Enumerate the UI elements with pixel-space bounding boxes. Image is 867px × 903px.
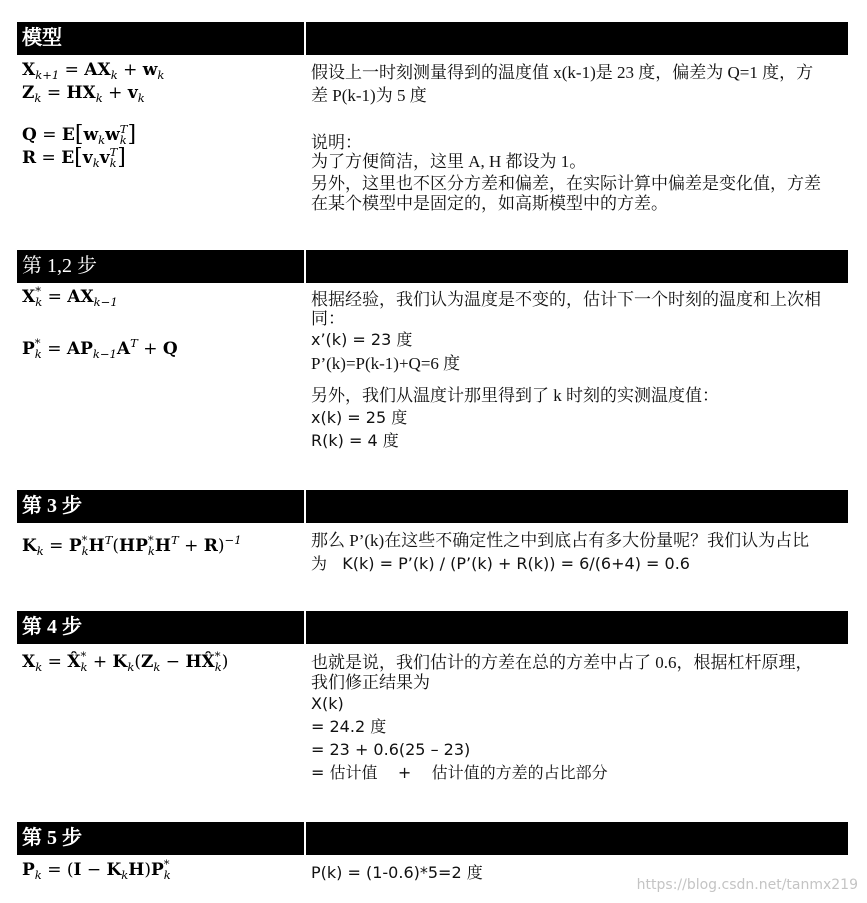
formula-bracket: [ (74, 121, 84, 148)
description-line: P’(k)=P(k-1)+Q=6 度 (311, 354, 461, 373)
formula-subscript: k (92, 156, 100, 171)
description-line: 我们修正结果为 (311, 673, 430, 692)
formula-superscript: T (109, 145, 118, 160)
formula-subscript: k (214, 660, 222, 675)
formula-subscript: k (34, 91, 42, 106)
formula-symbol: Z (140, 652, 154, 672)
formula-operator: = ( (41, 860, 74, 880)
formula-operator: + (102, 83, 128, 103)
formula-operator: + (117, 60, 143, 80)
formula-symbol: A (67, 287, 81, 307)
description-line: x(k) = 25 度 (311, 408, 408, 427)
description-line: 为了方便简洁，这里 A, H 都设为 1。 (311, 152, 587, 171)
formula-subscript: k (127, 660, 135, 675)
section-title-step-5: 第 5 步 (17, 822, 304, 855)
formula-superscript: * (34, 336, 41, 351)
formula-symbol: H (66, 83, 83, 103)
formula-operator: = (41, 83, 67, 103)
formula-symbol: K (106, 860, 122, 880)
formula-state-update (22, 650, 228, 679)
section-header-bar (306, 611, 848, 644)
formula-subscript: k (35, 295, 43, 310)
description-line: 另外，这里也不区分方差和偏差，在实际计算中偏差是变化值，方差 (311, 174, 821, 193)
description-line: 那么 P’(k)在这些不确定性之中到底占有多大份量呢？我们认为占比 (311, 531, 810, 550)
formula-symbol: H (185, 652, 202, 672)
formula-symbol: K (22, 535, 37, 556)
description-line: X(k) (311, 694, 344, 713)
formula-symbol: v (127, 83, 138, 103)
formula-scripts (35, 338, 42, 360)
formula-operator: = (41, 338, 67, 359)
formula-symbol: H (154, 535, 171, 556)
formula-subscript: k (147, 544, 155, 559)
formula-symbol: X (97, 60, 111, 80)
formula-subscript: k (34, 347, 42, 362)
formula-operator: = (59, 60, 85, 80)
formula-bracket: ] (127, 121, 137, 148)
formula-operator: + (178, 535, 204, 556)
formula-subscript: k (36, 543, 44, 558)
section-header-bar (306, 250, 848, 283)
formula-subscript: k+1 (35, 68, 60, 83)
formula-symbol: P (68, 535, 82, 556)
formula-subscript: k (119, 133, 127, 148)
formula-symbol: X (22, 652, 36, 672)
formula-subscript: k (153, 660, 161, 675)
formula-superscript: * (163, 857, 170, 872)
description-line: = 24.2 度 (311, 717, 387, 736)
formula-symbol: Q (162, 338, 178, 359)
formula-bracket: ] (117, 144, 126, 171)
formula-subscript: k (35, 660, 43, 675)
formula-symbol: Z (22, 83, 35, 103)
description-line: x’(k) = 23 度 (311, 330, 413, 349)
formula-symbol: R (203, 535, 218, 556)
formula-subscript: k (110, 68, 118, 83)
formula-superscript: T (119, 122, 128, 137)
formula-symbol: X (82, 83, 96, 103)
formula-superscript: T (170, 533, 179, 547)
formula-scripts (148, 535, 155, 557)
formula-operator: = (42, 652, 68, 672)
description-line: 另外，我们从温度计那里得到了 k 时刻的实测温度值： (311, 386, 719, 405)
section-header-bar (306, 490, 848, 523)
formula-operator: − (160, 652, 186, 672)
formula-operator: = (42, 287, 68, 307)
formula-subscript: k (81, 544, 89, 559)
description-line: 为 K(k) = P’(k) / (P’(k) + R(k)) = 6/(6+4) = 0.6 (311, 554, 690, 573)
formula-subscript: k−1 (92, 346, 117, 361)
formula-subscript: k (137, 91, 145, 106)
formula-subscript: k (121, 868, 129, 883)
description-line: 在某个模型中是固定的，如高斯模型中的方差。 (311, 194, 668, 213)
section-title-step-4: 第 4 步 (17, 611, 304, 644)
section-header-bar (306, 822, 848, 855)
formula-symbol: H (119, 535, 136, 556)
formula-subscript: k (34, 868, 42, 883)
formula-operator: ( (112, 535, 120, 556)
description-line: 也就是说，我们估计的方差在总的方差中占了 0.6，根据杠杆原理， (311, 653, 813, 672)
description-line: P(k) = (1-0.6)*5=2 度 (311, 863, 483, 882)
formula-symbol: R (22, 148, 37, 168)
formula-symbol: I (73, 860, 82, 880)
description-line: 差 P(k-1)为 5 度 (311, 86, 427, 105)
formula-operator: ) (217, 535, 225, 556)
formula-symbol: Q (22, 125, 37, 145)
formula-measurement-equation (22, 81, 145, 110)
formula-superscript: * (147, 533, 154, 548)
formula-symbol: H (88, 535, 105, 556)
formula-symbol: E (61, 148, 75, 168)
formula-symbol: X (80, 287, 94, 307)
formula-state-prediction (22, 285, 118, 314)
formula-scripts (82, 535, 89, 557)
formula-superscript: T (130, 336, 138, 350)
watermark: https://blog.csdn.net/tanmx219 (636, 877, 858, 893)
formula-symbol: X̂ (67, 652, 81, 672)
formula-symbol: A (84, 60, 98, 80)
formula-superscript: * (35, 284, 41, 299)
formula-operator: ) (144, 860, 151, 880)
formula-operator: + (87, 652, 113, 672)
formula-symbol: X (22, 60, 36, 80)
description-line: = 估计值 + 估计值的方差的占比部分 (311, 763, 608, 782)
formula-superscript: −1 (224, 533, 242, 547)
formula-superscript: * (81, 533, 88, 548)
formula-scripts (215, 651, 222, 673)
formula-operator: = (36, 125, 62, 145)
formula-kalman-gain (22, 528, 242, 563)
formula-measurement-noise-covariance (22, 146, 126, 175)
description-line: 同： (311, 309, 345, 328)
description-line: 假设上一时刻测量得到的温度值 x(k-1)是 23 度，偏差为 Q=1 度，方 (311, 63, 814, 82)
formula-subscript: k (80, 660, 88, 675)
description-line: 说明： (311, 133, 362, 152)
section-header-bar (306, 22, 848, 55)
formula-bracket: [ (74, 144, 83, 171)
formula-symbol: X (22, 287, 36, 307)
formula-operator: = (36, 148, 62, 168)
section-title-model: 模型 (17, 22, 304, 55)
formula-operator: ) (221, 652, 229, 672)
formula-superscript: * (80, 649, 87, 664)
formula-subscript: k (98, 133, 106, 148)
formula-subscript: k (109, 156, 117, 171)
formula-symbol: w (83, 125, 99, 145)
formula-symbol: P (22, 338, 35, 359)
formula-subscript: k (95, 91, 103, 106)
formula-covariance-update (22, 858, 171, 887)
formula-symbol: P (22, 860, 35, 880)
description-line: R(k) = 4 度 (311, 431, 399, 450)
description-line: 根据经验，我们认为温度是不变的，估计下一个时刻的温度和上次相 (311, 290, 821, 309)
formula-symbol: v (99, 148, 110, 168)
formula-symbol: w (142, 60, 158, 80)
formula-symbol: X̂ (201, 652, 215, 672)
formula-symbol: A (116, 338, 131, 359)
formula-operator: − (81, 860, 107, 880)
section-title-step-1-2: 第 1,2 步 (17, 250, 304, 283)
formula-operator: + (137, 338, 163, 359)
formula-scripts (164, 859, 171, 881)
section-title-step-3: 第 3 步 (17, 490, 304, 523)
formula-symbol: E (61, 125, 75, 145)
formula-covariance-prediction (22, 331, 178, 366)
formula-subscript: k (157, 68, 165, 83)
formula-symbol: P (80, 338, 93, 359)
formula-symbol: w (105, 125, 120, 145)
formula-superscript: * (214, 649, 221, 664)
formula-symbol: K (112, 652, 128, 672)
formula-operator: = (43, 535, 69, 556)
description-line: = 23 + 0.6(25 – 23) (311, 740, 471, 759)
formula-symbol: H (128, 860, 145, 880)
formula-subscript: k−1 (93, 295, 118, 310)
formula-symbol: A (66, 338, 81, 359)
formula-symbol: v (82, 148, 93, 168)
formula-subscript: k (163, 868, 171, 883)
formula-symbol: P (135, 535, 148, 556)
formula-superscript: T (104, 533, 113, 547)
formula-symbol: P (150, 860, 164, 880)
formula-operator: ( (134, 652, 141, 672)
